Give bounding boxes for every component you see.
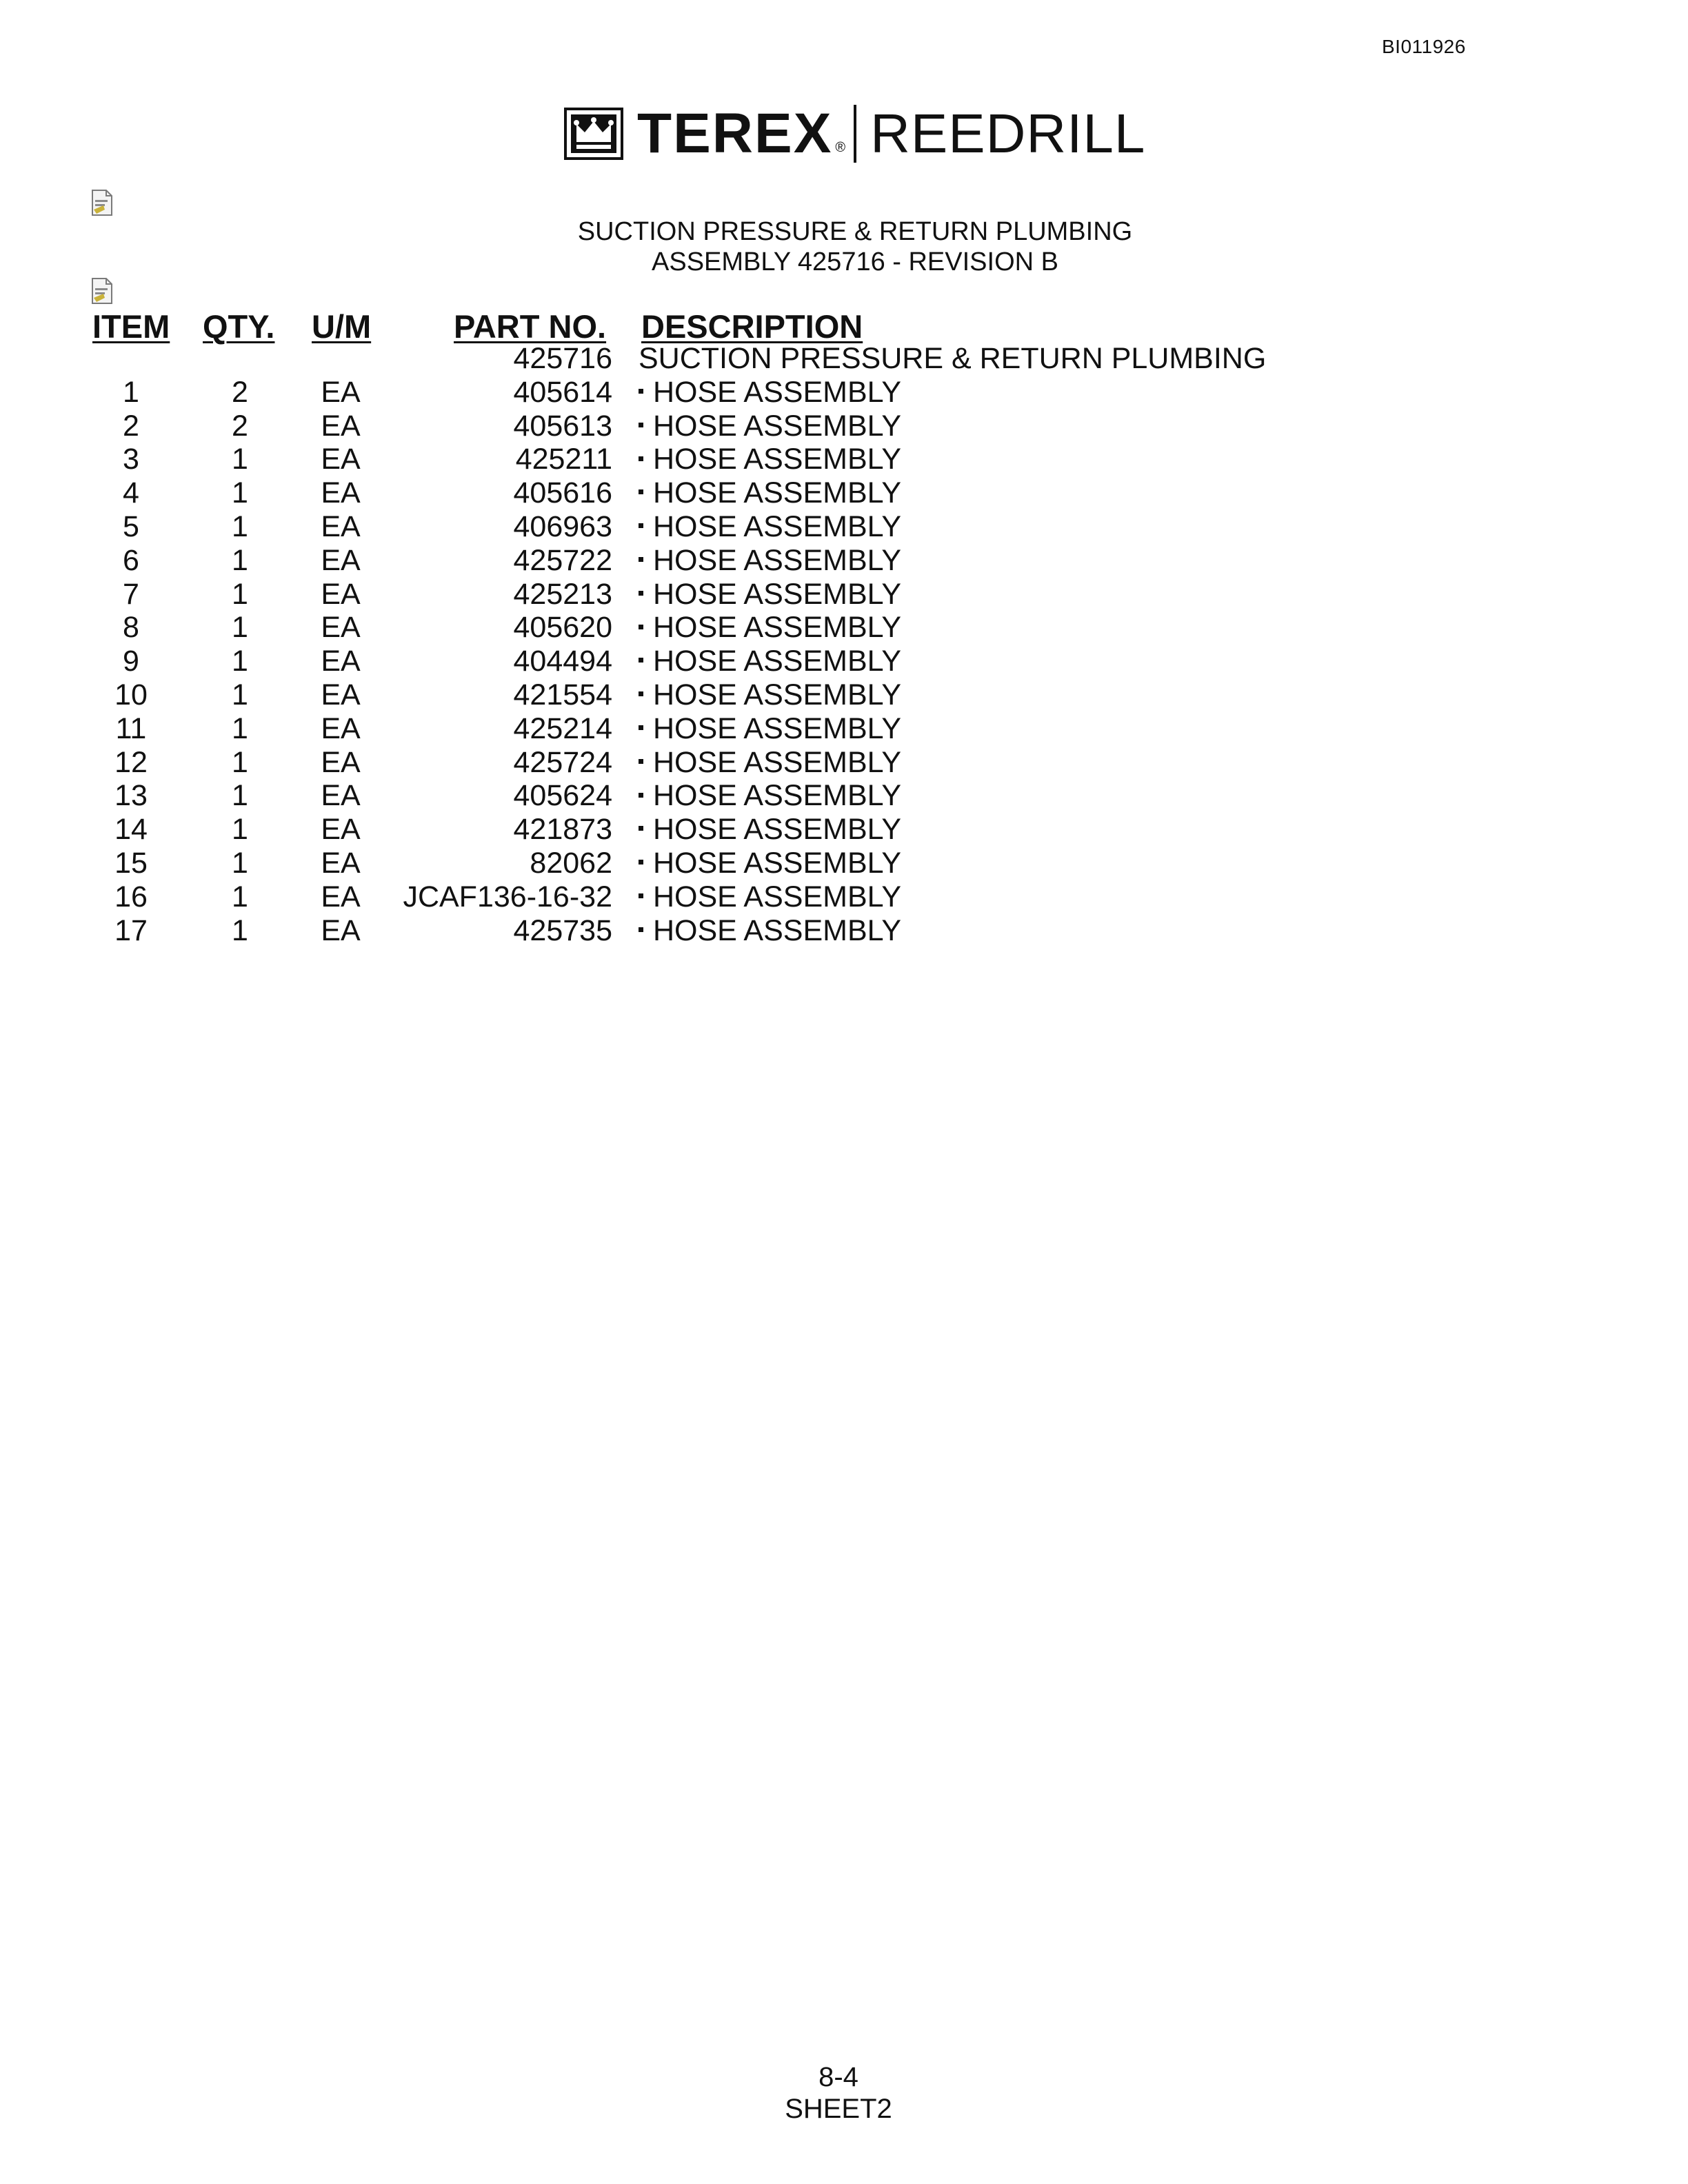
table-row — [0, 847, 1688, 880]
description-cell — [639, 779, 901, 813]
quantity: 1 — [232, 577, 248, 611]
part-number: 421873 — [513, 813, 612, 847]
unit-of-measure: EA — [321, 678, 361, 711]
quantity: 1 — [232, 509, 248, 543]
description-text: HOSE ASSEMBLY — [653, 509, 902, 543]
description-text: HOSE ASSEMBLY — [653, 880, 902, 913]
parts-rows — [0, 376, 1688, 948]
indent-bullet-icon — [639, 759, 643, 764]
description-text: HOSE ASSEMBLY — [653, 443, 902, 476]
description-cell — [639, 611, 901, 645]
document-icon[interactable] — [90, 189, 114, 216]
table-row — [0, 376, 1688, 410]
quantity: 1 — [232, 678, 248, 711]
part-number: 425213 — [513, 577, 612, 611]
part-number: 425722 — [513, 543, 612, 577]
indent-bullet-icon — [639, 591, 643, 596]
part-number: 405616 — [513, 476, 612, 510]
document-title: SUCTION PRESSURE & RETURN PLUMBING — [577, 217, 1133, 246]
description-text: HOSE ASSEMBLY — [653, 678, 902, 711]
part-number: 404494 — [513, 645, 612, 678]
description-text: HOSE ASSEMBLY — [653, 577, 902, 611]
logo-divider — [854, 105, 856, 163]
table-row — [0, 410, 1688, 443]
indent-bullet-icon — [639, 423, 643, 427]
unit-of-measure: EA — [321, 846, 361, 880]
parts-table — [0, 342, 1688, 947]
indent-bullet-icon — [639, 625, 643, 629]
description-cell — [639, 645, 901, 678]
item-number: 3 — [123, 443, 139, 476]
description-cell — [639, 712, 901, 746]
indent-bullet-icon — [639, 725, 643, 730]
part-number: 425724 — [513, 745, 612, 779]
unit-of-measure: EA — [321, 645, 361, 678]
assembly-row — [0, 342, 1688, 376]
description-cell — [639, 578, 901, 611]
description-cell — [639, 678, 901, 712]
quantity: 1 — [232, 813, 248, 847]
quantity: 1 — [232, 745, 248, 779]
description-text: HOSE ASSEMBLY — [653, 711, 902, 745]
unit-of-measure: EA — [321, 711, 361, 745]
quantity: 2 — [232, 375, 248, 409]
indent-bullet-icon — [639, 793, 643, 798]
description-cell — [639, 847, 901, 880]
unit-of-measure: EA — [321, 745, 361, 779]
description-text: HOSE ASSEMBLY — [653, 779, 902, 813]
item-number: 13 — [114, 779, 148, 813]
table-row — [0, 712, 1688, 746]
description-text: HOSE ASSEMBLY — [653, 913, 902, 947]
description-cell — [639, 914, 901, 948]
logo-brand-text: TEREX — [637, 102, 833, 165]
description-cell — [639, 746, 901, 780]
document-id: BI011926 — [1382, 36, 1466, 57]
unit-of-measure: EA — [321, 611, 361, 645]
indent-bullet-icon — [639, 523, 643, 528]
column-header-item: ITEM — [92, 308, 170, 345]
part-number: 405613 — [513, 409, 612, 443]
item-number: 6 — [123, 543, 139, 577]
column-header-part-no: PART NO. — [454, 308, 607, 345]
indent-bullet-icon — [639, 489, 643, 494]
logo-registered-mark: ® — [835, 139, 846, 155]
item-number: 16 — [114, 880, 148, 913]
part-number: 425211 — [515, 443, 612, 476]
indent-bullet-icon — [639, 658, 643, 663]
description-text: HOSE ASSEMBLY — [653, 846, 902, 880]
table-row — [0, 779, 1688, 813]
quantity: 1 — [232, 476, 248, 510]
page-number: 8-4 — [818, 2062, 858, 2092]
part-number: 421554 — [513, 678, 612, 711]
unit-of-measure: EA — [321, 375, 361, 409]
quantity: 1 — [232, 645, 248, 678]
part-number: 406963 — [513, 509, 612, 543]
unit-of-measure: EA — [321, 779, 361, 813]
unit-of-measure: EA — [321, 577, 361, 611]
description-cell — [639, 510, 901, 544]
item-number: 7 — [123, 577, 139, 611]
table-row — [0, 746, 1688, 780]
description-cell — [639, 544, 901, 578]
quantity: 1 — [232, 711, 248, 745]
quantity: 1 — [232, 880, 248, 913]
indent-bullet-icon — [639, 691, 643, 696]
terex-reedrill-logo — [564, 102, 1146, 165]
indent-bullet-icon — [639, 557, 643, 562]
table-row — [0, 880, 1688, 914]
column-header-um: U/M — [312, 308, 372, 345]
assembly-description: SUCTION PRESSURE & RETURN PLUMBING — [639, 342, 1267, 375]
table-row — [0, 813, 1688, 847]
table-row — [0, 914, 1688, 948]
unit-of-measure: EA — [321, 880, 361, 913]
table-row — [0, 476, 1688, 510]
indent-bullet-icon — [639, 456, 643, 461]
quantity: 2 — [232, 409, 248, 443]
item-number: 2 — [123, 409, 139, 443]
table-row — [0, 544, 1688, 578]
quantity: 1 — [232, 913, 248, 947]
part-number: JCAF136-16-32 — [403, 880, 612, 913]
quantity: 1 — [232, 543, 248, 577]
description-text: HOSE ASSEMBLY — [653, 813, 902, 847]
part-number: 82062 — [530, 846, 612, 880]
unit-of-measure: EA — [321, 543, 361, 577]
description-text: HOSE ASSEMBLY — [653, 409, 902, 443]
column-header-description: DESCRIPTION — [641, 308, 863, 345]
item-number: 10 — [114, 678, 148, 711]
sheet-label: SHEET2 — [785, 2094, 892, 2124]
document-subtitle: ASSEMBLY 425716 - REVISION B — [652, 247, 1058, 276]
item-number: 8 — [123, 611, 139, 645]
item-number: 17 — [114, 913, 148, 947]
item-number: 11 — [115, 711, 147, 745]
description-cell — [639, 880, 901, 914]
table-row — [0, 443, 1688, 476]
description-cell — [639, 813, 901, 847]
quantity: 1 — [232, 779, 248, 813]
assembly-part-no: 425716 — [513, 342, 612, 375]
part-number: 405624 — [513, 779, 612, 813]
table-row — [0, 578, 1688, 611]
column-header-qty: QTY. — [203, 308, 275, 345]
table-row — [0, 678, 1688, 712]
quantity: 1 — [232, 611, 248, 645]
unit-of-measure: EA — [321, 813, 361, 847]
quantity: 1 — [232, 846, 248, 880]
item-number: 4 — [123, 476, 139, 510]
table-row — [0, 611, 1688, 645]
unit-of-measure: EA — [321, 913, 361, 947]
unit-of-measure: EA — [321, 476, 361, 510]
item-number: 14 — [114, 813, 148, 847]
description-cell — [639, 443, 901, 476]
part-number: 405620 — [513, 611, 612, 645]
indent-bullet-icon — [639, 389, 643, 394]
item-number: 9 — [123, 645, 139, 678]
table-row — [0, 645, 1688, 678]
unit-of-measure: EA — [321, 509, 361, 543]
item-number: 12 — [114, 745, 148, 779]
terex-crown-icon — [564, 108, 623, 160]
description-cell — [639, 410, 901, 443]
logo-product-text: REEDRILL — [870, 103, 1146, 164]
item-number: 1 — [123, 375, 139, 409]
description-text: HOSE ASSEMBLY — [653, 745, 902, 779]
table-row — [0, 510, 1688, 544]
description-cell — [639, 476, 901, 510]
indent-bullet-icon — [639, 826, 643, 831]
unit-of-measure: EA — [321, 443, 361, 476]
part-number: 425214 — [513, 711, 612, 745]
indent-bullet-icon — [639, 860, 643, 865]
part-number: 405614 — [513, 375, 612, 409]
description-text: HOSE ASSEMBLY — [653, 645, 902, 678]
item-number: 5 — [123, 509, 139, 543]
indent-bullet-icon — [639, 927, 643, 932]
item-number: 15 — [114, 846, 148, 880]
description-cell — [639, 376, 901, 410]
description-text: HOSE ASSEMBLY — [653, 375, 902, 409]
description-text: HOSE ASSEMBLY — [653, 611, 902, 645]
description-text: HOSE ASSEMBLY — [653, 543, 902, 577]
indent-bullet-icon — [639, 893, 643, 898]
unit-of-measure: EA — [321, 409, 361, 443]
part-number: 425735 — [513, 913, 612, 947]
quantity: 1 — [232, 443, 248, 476]
document-icon[interactable] — [90, 277, 114, 305]
description-text: HOSE ASSEMBLY — [653, 476, 902, 510]
